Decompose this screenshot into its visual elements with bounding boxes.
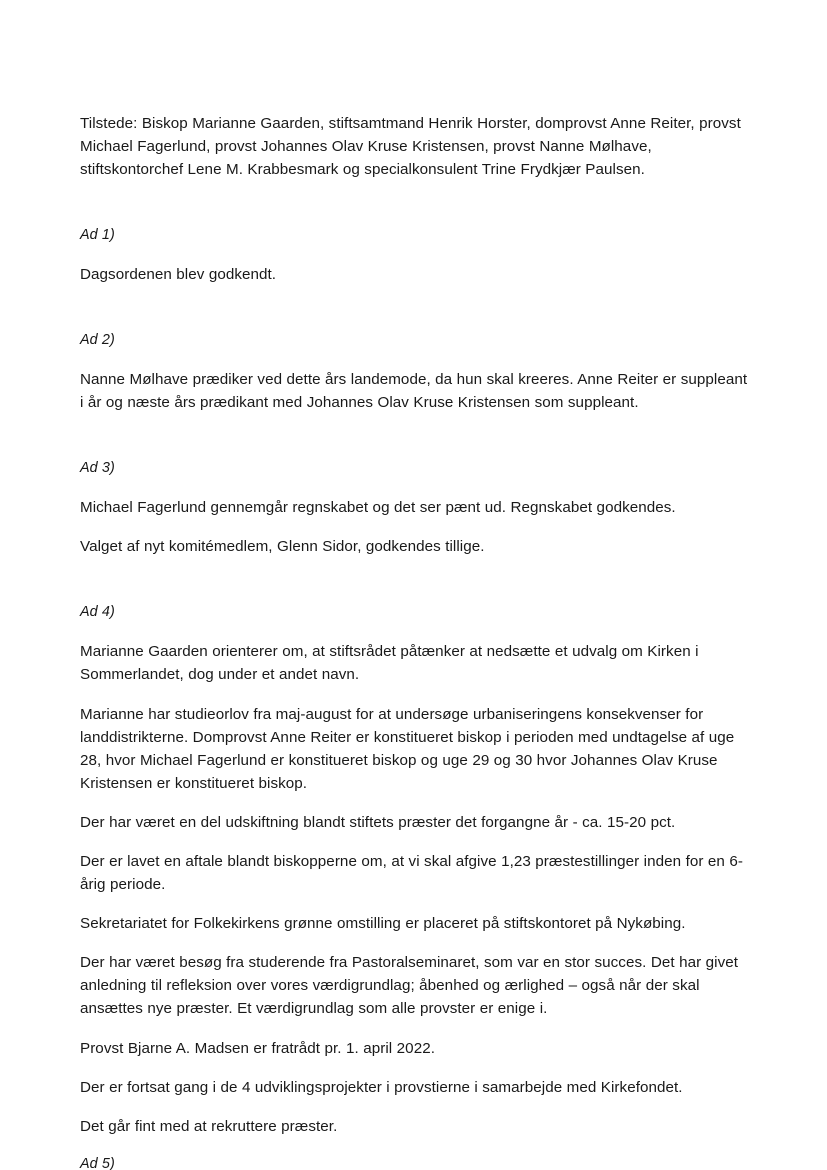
section-paragraph: Der har været en del udskiftning blandt stiftets præster det forgangne år - ca. 15-20 pct.: [80, 813, 676, 831]
section-heading-ad-1: Ad 1): [80, 227, 115, 244]
attendees-paragraph: Tilstede: Biskop Marianne Gaarden, stiftsamtmand Henrik Horster, domprovst Anne Reiter, provst Michael Fagerlund, provst Johannes Olav Kruse Kristensen, provst Nanne Mølhave, stiftskontorchef Lene M. Krabbesmark og specialkonsulent Trine Frydkjær Paulsen.: [80, 115, 741, 179]
section-heading-ad-4: Ad 4): [80, 604, 115, 621]
section-paragraph: Valget af nyt komitémedlem, Glenn Sidor, godkendes tillige.: [80, 538, 485, 556]
section-paragraph: Der er lavet en aftale blandt biskopperne om, at vi skal afgive 1,23 præstestillinger inden for en 6-årig periode.: [80, 852, 743, 894]
section-paragraph: Marianne har studieorlov fra maj-august for at undersøge urbaniseringens konsekvenser for landdistrikterne. Domprovst Anne Reiter er konstitueret biskop i perioden med undtagelse af uge 28, hvor Michael Fagerlund er konstitueret biskop og uge 29 og 30 hvor Johannes Olav Kruse Kristensen er konstitueret biskop.: [80, 705, 735, 792]
section-heading-ad-3: Ad 3): [80, 460, 115, 477]
section-paragraph: Dagsordenen blev godkendt.: [80, 266, 277, 284]
document-body: [80, 112, 752, 1170]
section-paragraph: Michael Fagerlund gennemgår regnskabet og det ser pænt ud. Regnskabet godkendes.: [80, 499, 676, 517]
section-paragraph: Nanne Mølhave prædiker ved dette års landemode, da hun skal kreeres. Anne Reiter er suppleant i år og næste års prædikant med Johannes Olav Kruse Kristensen som suppleant.: [80, 371, 748, 412]
section-paragraph: Sekretariatet for Folkekirkens grønne omstilling er placeret på stiftskontoret på Nykøbing.: [80, 915, 686, 933]
section-heading-ad-2: Ad 2): [80, 332, 115, 349]
section-paragraph: Marianne Gaarden orienterer om, at stiftsrådet påtænker at nedsætte et udvalg om Kirken i Sommerlandet, dog under et andet navn.: [80, 643, 699, 684]
section-heading-ad-5: Ad 5): [80, 1155, 115, 1170]
section-paragraph: Der har været besøg fra studerende fra Pastoralseminaret, som var en stor succes. Det har givet anledning til refleksion over vores værdigrundlag; åbenhed og ærlighed – også når der skal ansættes nye præster. Et værdigrundlag som alle provster er enige i.: [80, 954, 739, 1018]
section-paragraph: Der er fortsat gang i de 4 udviklingsprojekter i provstierne i samarbejde med Kirkefondet.: [80, 1078, 683, 1096]
section-paragraph: Provst Bjarne A. Madsen er fratrådt pr. 1. april 2022.: [80, 1039, 435, 1057]
section-paragraph: Det går fint med at rekruttere præster.: [80, 1117, 338, 1135]
